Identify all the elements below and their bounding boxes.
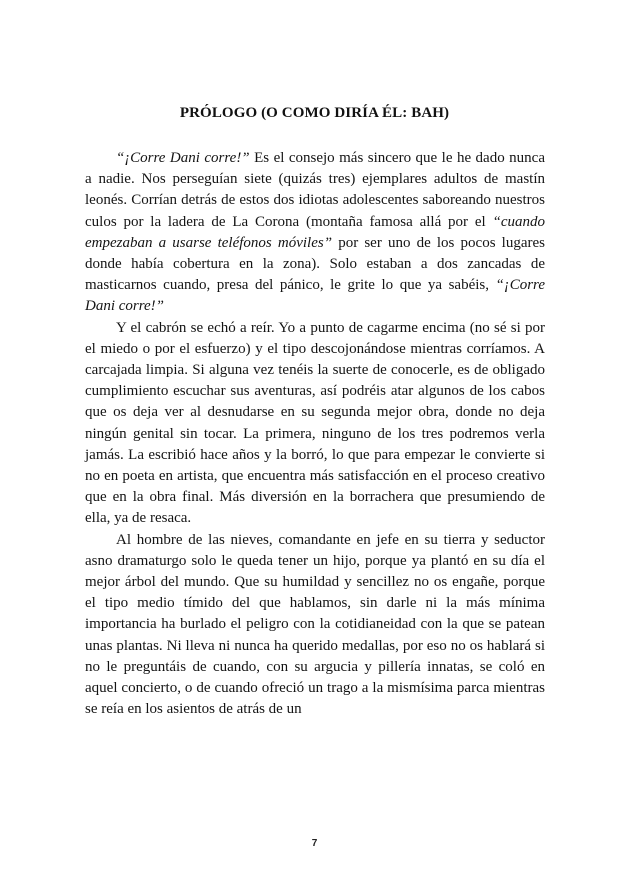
quote-corre-dani: “¡Corre Dani corre!” <box>116 150 250 166</box>
body-text <box>85 148 545 720</box>
paragraph-1 <box>85 148 545 318</box>
paragraph-2-text: Y el cabrón se echó a reír. Yo a punto de cagarme encima (no sé si por el miedo o por el esfuerzo) y el tipo descojonándose mientras corríamos. A carcajada limpia. Si alguna vez tenéis la suerte de conocerle, es de obligado cumplimiento escuchar sus aventuras, así podréis atar algunos de los cabos que os deja ver al desnudarse en su segunda mejor obra, donde no deja ningún genital sin tocar. La primera, ninguno de los tres podremos verla jamás. La escribió hace años y la borró, lo que para empezar le convierte si no en poeta en artista, que encuentra más satisfacción en el proceso creativo que en la obra final. Más diversión en la borrachera que presumiendo de ella, ya de resaca. <box>85 319 545 527</box>
page-number: 7 <box>311 838 318 849</box>
chapter-title: PRÓLOGO (O COMO DIRÍA ÉL: BAH) <box>179 105 450 121</box>
paragraph-3-text: Al hombre de las nieves, comandante en jefe en su tierra y seductor asno dramaturgo solo le queda tener un hijo, porque ya plantó en su día el mejor árbol del mundo. Que su humildad y sencillez no os engañe, porque el tipo medio tímido del que hablamos, sin darle ni la más mínima importancia ha burlado el peligro con la cotidianeidad con la que se patean unas plantas. Ni lleva ni nunca ha querido medallas, por eso no os hablará si no le preguntáis de cuando, con su argucia y pillería innatas, se coló en aquel concierto, o de cuando ofreció un trago a la mismísima parca mientras se reía en los asientos de atrás de un <box>85 531 545 718</box>
paragraph-3 <box>85 530 545 721</box>
quote-telefonos-moviles: “cuando empezaban a usarse teléfonos móviles” <box>85 213 545 251</box>
paragraph-1-text-a: Es el consejo más sincero que le he dado nunca a nadie. Nos perseguían siete (quizás tres) ejemplares adultos de mastín leonés. Corrían detrás de estos dos idiotas adolescentes saboreando nuestros culos por la ladera de La Corona (montaña famosa allá por el <box>85 150 545 230</box>
paragraph-2 <box>85 318 545 530</box>
paragraph-1-text-b: por ser uno de los pocos lugares donde había cobertura en la zona). Solo estaban a dos zancadas de masticarnos cuando, presa del pánico, le grite lo que ya sabéis, <box>85 234 545 294</box>
quote-corre-dani-repeat: “¡Corre Dani corre!” <box>85 277 545 315</box>
